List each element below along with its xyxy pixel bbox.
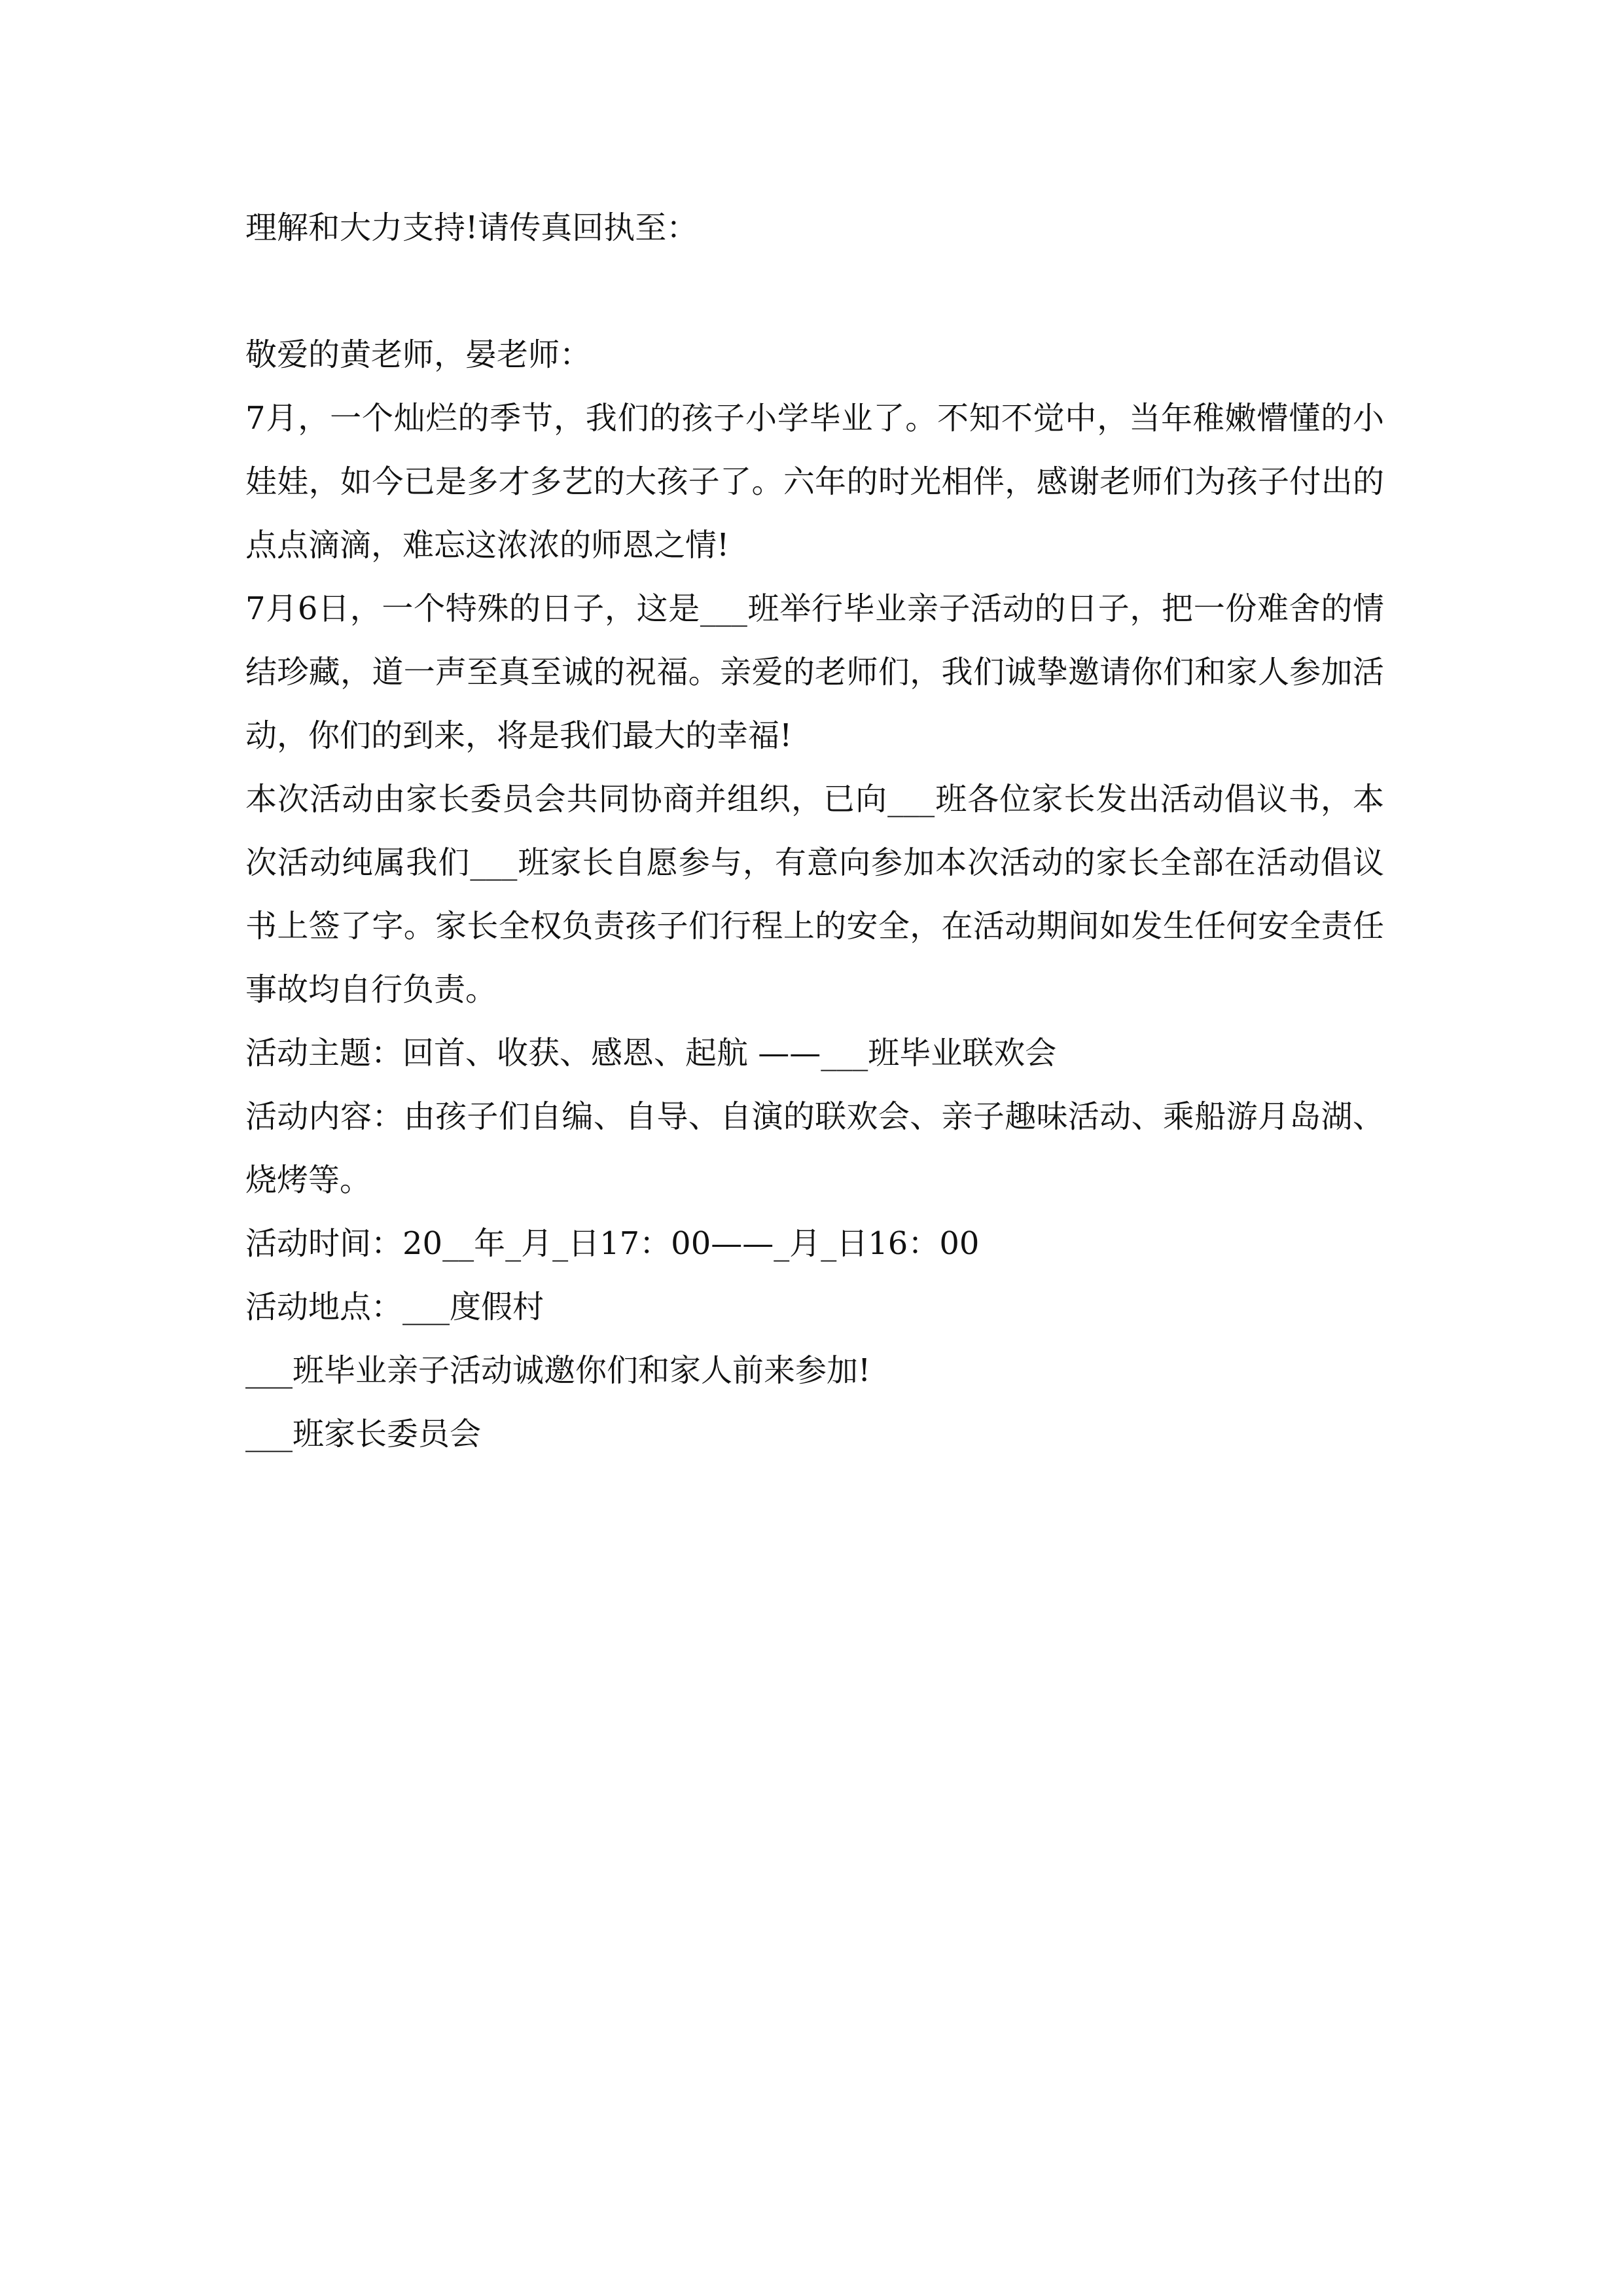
signature: ___班家长委员会 — [245, 1416, 482, 1452]
paragraph-gap — [245, 260, 1384, 323]
paragraph-invitation: 7月6日，一个特殊的日子，这是___班举行毕业亲子活动的日子，把一份难舍的情结珍藏，道一声至真至诚的祝福。亲爱的老师们，我们诚挚邀请你们和家人参加活动，你们的到来，将是我们最大的幸福! — [245, 590, 1384, 754]
activity-location: 活动地点：___度假村 — [245, 1289, 544, 1325]
paragraph-organization: 本次活动由家长委员会共同协商并组织，已向___班各位家长发出活动倡议书，本次活动纯属我们___班家长自愿参与，有意向参加本次活动的家长全部在活动倡议书上签了字。家长全权负责孩子们行程上的安全，在活动期间如发生任何安全责任事故均自行负责。 — [245, 781, 1384, 1008]
top-line: 理解和大力支持!请传真回执至： — [245, 209, 698, 246]
letter-body — [245, 196, 1384, 1466]
closing-invitation: ___班毕业亲子活动诚邀你们和家人前来参加! — [245, 1352, 871, 1389]
activity-time: 活动时间：20__年_月_日17：00——_月_日16：00 — [245, 1225, 980, 1262]
salutation: 敬爱的黄老师，晏老师： — [245, 336, 592, 373]
activity-content: 活动内容：由孩子们自编、自导、自演的联欢会、亲子趣味活动、乘船游月岛湖、烧烤等。 — [245, 1098, 1384, 1198]
paragraph-graduation: 7月，一个灿烂的季节，我们的孩子小学毕业了。不知不觉中，当年稚嫩懵懂的小娃娃，如今已是多才多艺的大孩子了。六年的时光相伴，感谢老师们为孩子付出的点点滴滴，难忘这浓浓的师恩之情! — [245, 400, 1384, 564]
activity-theme: 活动主题：回首、收获、感恩、起航 ——___班毕业联欢会 — [245, 1035, 1057, 1071]
